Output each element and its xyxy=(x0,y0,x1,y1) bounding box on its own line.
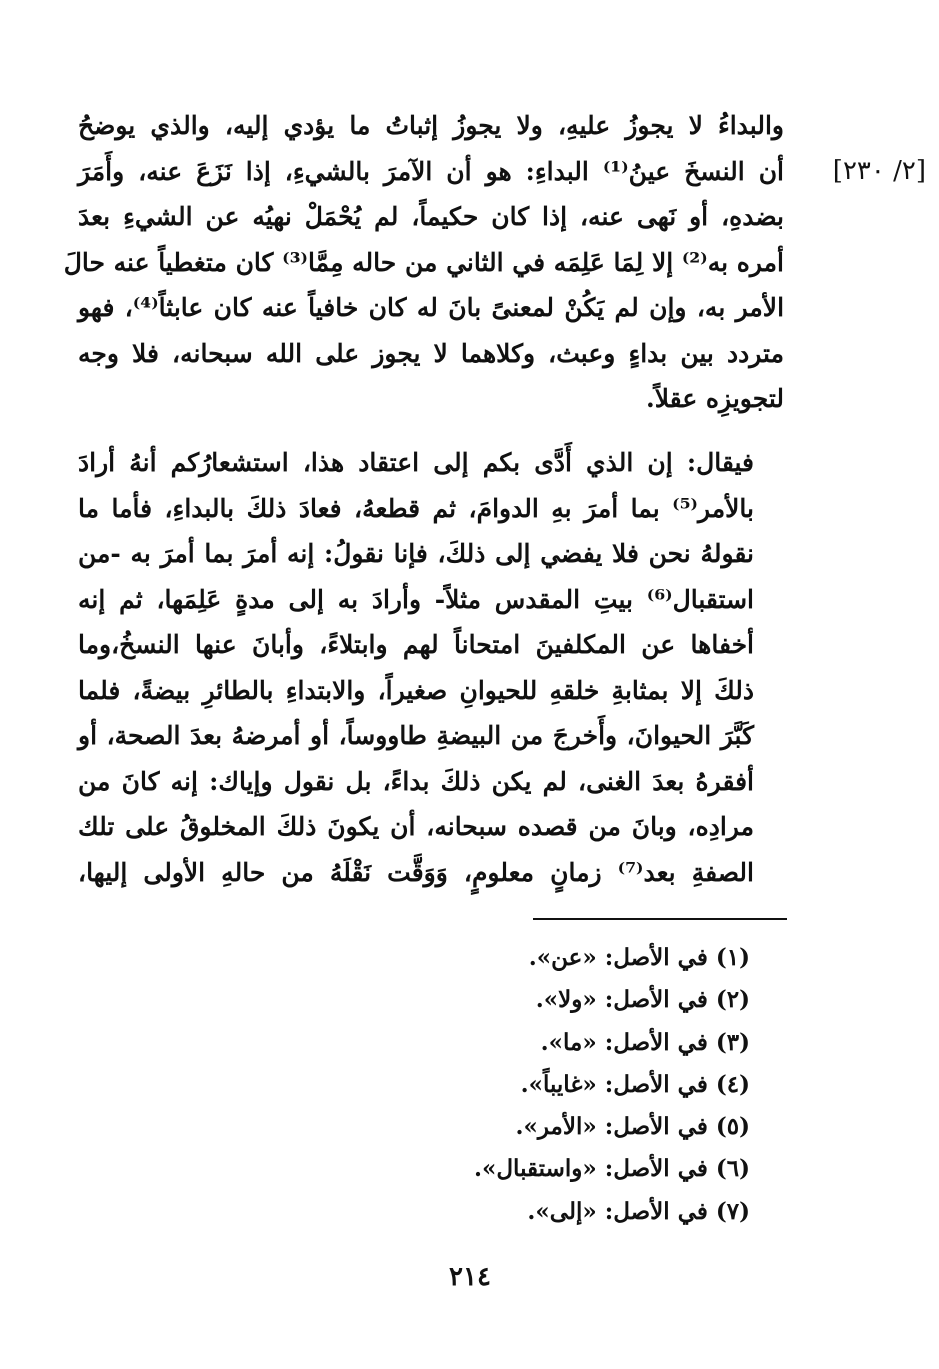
text-line: أمره به⁽²⁾ إلا لِمَا عَلِمَه في الثاني من حاله مِمَّا⁽³⁾ كان متغطياً عنه حالَ xyxy=(63,247,784,277)
footnote-2: (٢) في الأصل: «ولا». xyxy=(535,986,750,1014)
text-line: نقولهُ نحن فلا يفضي إلى ذلكَ، فإنا نقولُ: إنه أمرَ بما أمرَ به -من xyxy=(78,539,754,568)
text-line: استقبال⁽⁶⁾ بيتِ المقدس مثلاً- وأرادَ به إلى مدةٍ عَلِمَها، ثم إنه xyxy=(78,584,754,614)
paragraph-1 xyxy=(63,103,785,422)
footnotes xyxy=(300,937,750,1233)
footnote-1: (١) في الأصل: «عن». xyxy=(528,944,750,971)
text-line: الصفةِ بعد⁽⁷⁾ زمانٍ معلومٍ، وَوَقَّت نَقْلَهُ من حالهِ الأولى إليها، xyxy=(78,857,754,887)
paragraph-2 xyxy=(78,440,784,895)
footnote-5: (٥) في الأصل: «الأمر». xyxy=(515,1113,750,1141)
text-line: أن النسخَ عينُ⁽¹⁾ البداءِ: هو أن الآمرَ بالشيءِ، إذا نَزَعَ عنه، وأَمَرَ xyxy=(78,156,784,186)
footnote-7: (٧) في الأصل: «إلى». xyxy=(527,1197,750,1225)
page-number: ٢١٤ xyxy=(449,1262,491,1292)
footnote-3: (٣) في الأصل: «ما». xyxy=(540,1028,750,1056)
text-line: والبداءُ لا يجوزُ عليهِ، ولا يجوزُ إثباتُ ما يؤدي إليه، والذي يوضحُ xyxy=(78,111,784,140)
text-line: لتجويزِه عقلاً. xyxy=(646,384,784,413)
footnote-6: (٦) في الأصل: «واستقبال». xyxy=(473,1155,750,1183)
text-line: كَبَّرَ الحيوانَ، وأَخرجَ من البيضةِ طاووساً، أو أمرضهُ بعدَ الصحة، أو xyxy=(78,721,754,750)
text-line: الأمر به، وإن لم يَكُنْ لمعنىً بانَ له كان خافياً عنه كان عابثاً⁽⁴⁾، فهو xyxy=(78,293,785,322)
text-line: بضدهِ، أو نَهى عنه، إذا كان حكيماً، لم يُحْمَلْ نهيُه عن الشيءِ بعدَ xyxy=(78,202,784,231)
footnote-4: (٤) في الأصل: «غايباً». xyxy=(520,1070,750,1098)
footnote-separator xyxy=(533,918,787,920)
text-line: مرادِه، وبانَ من قصده سبحانه، أن يكونَ ذلكَ المخلوقُ على تلك xyxy=(78,812,754,841)
text-line: متردد بين بداءٍ وعبث، وكلاهما لا يجوز على الله سبحانه، فلا وجه xyxy=(78,338,784,368)
text-line: بالأمر⁽⁵⁾ بما أمرَ بهِ الدوامَ، ثم قطعهُ، فعادَ ذلكَ بالبداءِ، فأما ما xyxy=(78,493,754,523)
margin-reference-marker: [٢/ ٢٣٠] xyxy=(832,156,926,186)
text-line: أفقرهُ بعدَ الغنى، لم يكن ذلكَ بداءً، بل نقول وإياك: إنه كانَ من xyxy=(78,766,754,796)
text-line: أخفاها عن المكلفينَ امتحاناً لهم وابتلاءً، وأبانَ عنها النسخُ،وما xyxy=(78,630,754,659)
text-line: ذلكَ إلا بمثابةِ خلقهِ للحيوانِ صغيراً، والابتداءِ بالطائرِ بيضةً، فلما xyxy=(78,675,754,705)
text-line: فيقال: إن الذي أَدَّى بكم إلى اعتقاد هذا، استشعارُكم أنهُ أرادَ xyxy=(78,448,754,477)
